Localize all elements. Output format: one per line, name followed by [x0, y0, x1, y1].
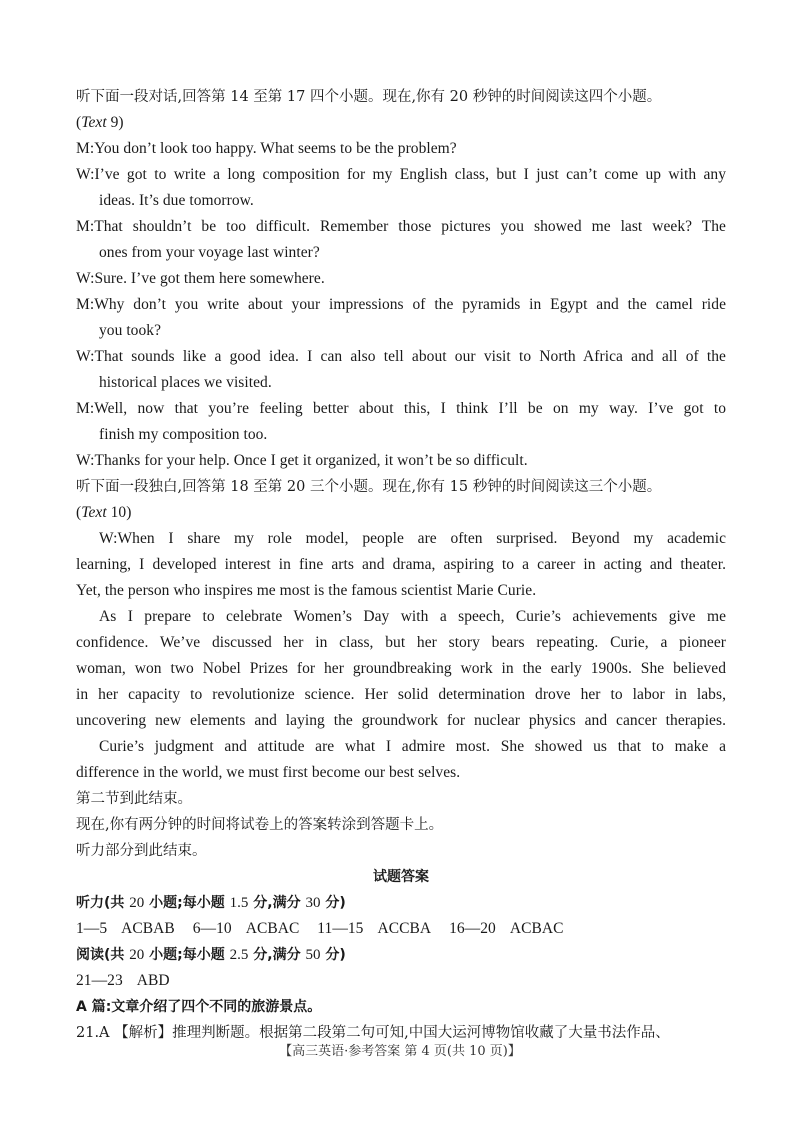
answer-letters: ACBAC: [245, 920, 300, 937]
monologue-line: uncovering new elements and laying the groundwork for nuclear physics and cancer therapies.: [76, 712, 726, 729]
header-num: 1.5: [229, 895, 249, 911]
header-part: 分): [320, 947, 346, 963]
dialogue-line-cont: finish my composition too.: [99, 426, 268, 443]
page-footer: 【高三英语·参考答案 第 4 页(共 10 页)】: [279, 1044, 521, 1059]
header-num: 20: [129, 947, 145, 963]
end-section-note: 第二节到此结束。: [76, 791, 192, 807]
monologue-line: in her capacity to revolutionize science. Her solid determination drove her to labor in labs,: [76, 686, 726, 703]
monologue-line: Curie’s judgment and attitude are what I admire most. She showed us that to make a: [99, 738, 726, 755]
answer-letters: ACBAC: [509, 920, 564, 937]
dialogue-line: W:Sure. I’ve got them here somewhere.: [76, 270, 325, 287]
monologue-line: Yet, the person who inspires me most is the famous scientist Marie Curie.: [76, 582, 537, 599]
listening-header: [76, 890, 726, 916]
label-open: (: [76, 114, 82, 131]
answer-range: 16—20: [449, 920, 496, 937]
answer-letters: ACCBA: [377, 920, 432, 937]
text9-label: [76, 110, 726, 136]
header-part: 分,满分: [248, 895, 306, 911]
answer-range: 6—10: [192, 920, 232, 937]
answers-title: 试题答案: [373, 869, 429, 885]
monologue-line: learning, I developed interest in fine arts and drama, aspiring to a career in acting and theater.: [76, 556, 726, 573]
header-part: 阅读(共: [76, 947, 130, 963]
answer-range: 1—5: [76, 920, 108, 937]
text10-label: [76, 500, 726, 526]
dialogue-line: M:You don’t look too happy. What seems to be the problem?: [76, 140, 457, 157]
dialogue-line-cont: ones from your voyage last winter?: [99, 244, 320, 261]
dialogue-line-cont: historical places we visited.: [99, 374, 272, 391]
monologue-line: confidence. We’ve discussed her in class, but her story bears repeating. Curie, a pioneer: [76, 634, 726, 651]
header-part: 小题;每小题: [144, 895, 230, 911]
transfer-note: 现在,你有两分钟的时间将试卷上的答案转涂到答题卡上。: [76, 817, 444, 833]
document-page: [76, 84, 726, 1046]
dialogue-line-cont: you took?: [99, 322, 162, 339]
end-listening-note: 听力部分到此结束。: [76, 843, 207, 859]
answer-letters: ACBAB: [121, 920, 175, 937]
dialogue-line: M:That shouldn’t be too difficult. Remember those pictures you showed me last week? The: [76, 218, 726, 235]
header-num: 50: [305, 947, 321, 963]
answer-range: 21—23: [76, 972, 123, 989]
question-21-explanation: 21.A 【解析】推理判断题。根据第二段第二句可知,中国大运河博物馆收藏了大量书法作品、: [76, 1025, 670, 1041]
label-italic: Text: [81, 504, 107, 521]
dialogue-line: M:Well, now that you’re feeling better about this, I think I’ll be on my way. I’ve got to: [76, 400, 726, 417]
header-part: 听力(共: [76, 895, 130, 911]
label-open: (: [76, 504, 82, 521]
header-num: 30: [305, 895, 321, 911]
header-num: 2.5: [229, 947, 249, 963]
dialogue-line: W:That sounds like a good idea. I can also tell about our visit to North Africa and all of the: [76, 348, 726, 365]
monologue-line: As I prepare to celebrate Women’s Day with a speech, Curie’s achievements give me: [99, 608, 726, 625]
reading-answers: [76, 968, 726, 994]
dialogue-line: M:Why don’t you write about your impressions of the pyramids in Egypt and the camel ride: [76, 296, 726, 313]
instruction-text10: 听下面一段独白,回答第 18 至第 20 三个小题。现在,你有 15 秒钟的时间阅读这三个小题。: [76, 479, 662, 495]
dialogue-line: W:Thanks for your help. Once I get it organized, it won’t be so difficult.: [76, 452, 528, 469]
label-rest: 9): [106, 114, 124, 131]
monologue-line: woman, won two Nobel Prizes for her groundbreaking work in the early 1900s. She believed: [76, 660, 726, 677]
header-part: 分,满分: [248, 947, 306, 963]
listening-answers: [76, 916, 726, 942]
label-italic: Text: [81, 114, 107, 131]
label-rest: 10): [106, 504, 132, 521]
header-part: 小题;每小题: [144, 947, 230, 963]
answer-letters: ABD: [136, 972, 170, 989]
header-num: 20: [129, 895, 145, 911]
instruction-text9: 听下面一段对话,回答第 14 至第 17 四个小题。现在,你有 20 秒钟的时间阅读这四个小题。: [76, 89, 662, 105]
passage-a-title: A 篇:文章介绍了四个不同的旅游景点。: [76, 999, 322, 1015]
monologue-line: difference in the world, we must first become our best selves.: [76, 764, 461, 781]
dialogue-line: W:I’ve got to write a long composition for my English class, but I just can’t come up with any: [76, 166, 726, 183]
header-part: 分): [320, 895, 346, 911]
reading-header: [76, 942, 726, 968]
dialogue-line-cont: ideas. It’s due tomorrow.: [99, 192, 254, 209]
monologue-line: W:When I share my role model, people are often surprised. Beyond my academic: [99, 530, 726, 547]
answer-range: 11—15: [317, 920, 364, 937]
